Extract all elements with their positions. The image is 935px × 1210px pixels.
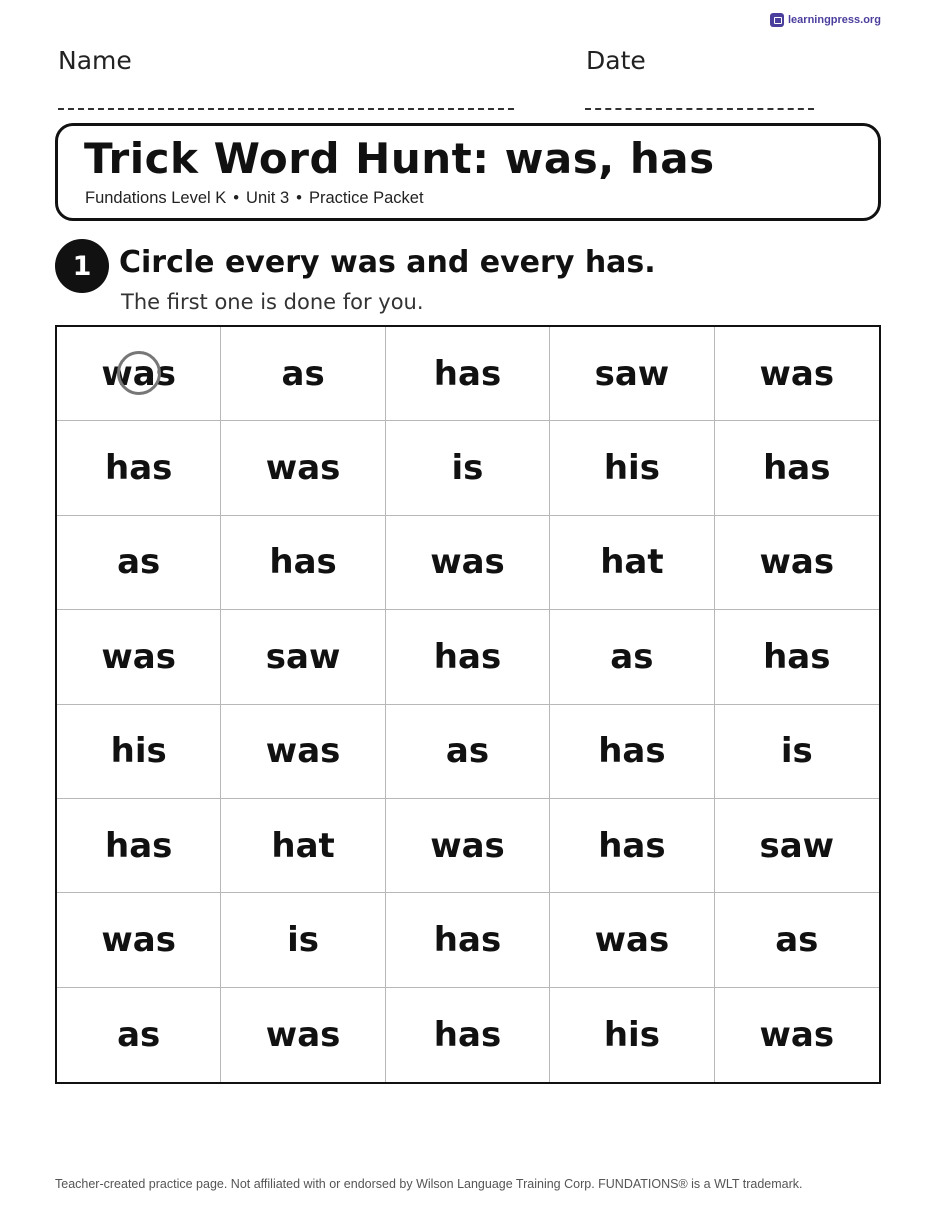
step-number-badge: 1 xyxy=(55,239,109,293)
word-cell[interactable] xyxy=(57,988,221,1082)
word-cell[interactable] xyxy=(715,327,879,421)
word-text: has xyxy=(598,731,666,772)
word-cell[interactable] xyxy=(715,516,879,610)
word-text: saw xyxy=(594,353,670,394)
word-text: is xyxy=(287,919,320,960)
word-cell[interactable] xyxy=(715,893,879,987)
word-cell[interactable] xyxy=(550,516,714,610)
footer-disclaimer: Teacher-created practice page. Not affiliated with or endorsed by Wilson Language Training Corp. FUNDATIONS® is a WLT trademark. xyxy=(55,1177,803,1191)
word-text: has xyxy=(433,636,502,677)
word-text: as xyxy=(281,353,325,394)
word-cell[interactable] xyxy=(386,799,550,893)
word-text: as xyxy=(117,542,161,583)
word-text: as xyxy=(775,919,819,960)
word-text: was xyxy=(430,825,505,866)
word-text: as xyxy=(610,636,654,677)
word-text: was xyxy=(430,542,505,583)
word-text: was xyxy=(759,542,835,583)
example-circle-mark xyxy=(117,351,161,395)
word-cell[interactable] xyxy=(57,610,221,704)
word-text: was xyxy=(101,353,176,394)
word-text: was xyxy=(265,448,341,489)
word-cell[interactable] xyxy=(386,705,550,799)
instruction-text: Circle every was and every has. xyxy=(119,245,656,280)
word-text: was xyxy=(265,1014,341,1055)
word-text: has xyxy=(433,353,502,394)
word-cell[interactable] xyxy=(221,799,385,893)
word-text: hat xyxy=(271,825,335,866)
page-subtitle xyxy=(85,189,424,208)
book-icon xyxy=(770,13,784,27)
word-cell[interactable] xyxy=(550,893,714,987)
word-cell[interactable] xyxy=(57,705,221,799)
word-text: has xyxy=(269,542,337,583)
word-cell[interactable] xyxy=(221,610,385,704)
word-text: has xyxy=(598,825,666,866)
word-cell[interactable] xyxy=(550,705,714,799)
word-cell[interactable] xyxy=(550,610,714,704)
word-text: his xyxy=(603,448,660,489)
word-text: was xyxy=(759,353,835,394)
word-text: as xyxy=(445,731,490,772)
name-line xyxy=(58,108,514,110)
brand-logo xyxy=(770,13,881,27)
word-text: has xyxy=(105,448,173,489)
subtitle-unit: Unit 3 xyxy=(246,189,290,207)
word-cell[interactable] xyxy=(550,327,714,421)
word-text: hat xyxy=(600,542,664,583)
word-text: is xyxy=(451,448,484,489)
word-text: was xyxy=(265,731,341,772)
subtitle-packet: Practice Packet xyxy=(308,189,424,207)
word-cell[interactable] xyxy=(386,327,550,421)
word-cell[interactable] xyxy=(221,421,385,515)
word-cell[interactable] xyxy=(386,610,550,704)
word-text: was xyxy=(759,1014,835,1055)
word-cell[interactable] xyxy=(221,516,385,610)
name-label: Name xyxy=(58,46,132,75)
word-grid xyxy=(55,325,881,1084)
date-label: Date xyxy=(586,46,646,75)
word-cell[interactable] xyxy=(386,988,550,1082)
word-text: was xyxy=(594,919,670,960)
title-box xyxy=(55,123,881,221)
word-cell[interactable] xyxy=(221,705,385,799)
word-text: has xyxy=(763,448,831,489)
word-text: was xyxy=(101,919,176,960)
word-text: is xyxy=(780,731,813,772)
word-cell[interactable] xyxy=(715,421,879,515)
word-text: has xyxy=(433,1014,502,1055)
word-cell[interactable] xyxy=(57,421,221,515)
word-text: his xyxy=(603,1014,660,1055)
word-cell[interactable] xyxy=(221,893,385,987)
word-cell[interactable] xyxy=(57,799,221,893)
word-cell[interactable] xyxy=(221,988,385,1082)
word-cell[interactable] xyxy=(715,988,879,1082)
word-text: saw xyxy=(265,636,341,677)
subtitle-level: Fundations Level K xyxy=(85,189,227,207)
word-text: his xyxy=(110,731,167,772)
subtitle-separator: • xyxy=(296,189,302,207)
word-cell[interactable] xyxy=(550,799,714,893)
word-cell[interactable] xyxy=(57,516,221,610)
word-text: as xyxy=(117,1014,161,1055)
word-text: has xyxy=(105,825,173,866)
word-cell[interactable] xyxy=(57,893,221,987)
word-cell[interactable] xyxy=(715,610,879,704)
word-text: was xyxy=(101,636,176,677)
subtitle-separator: • xyxy=(233,189,240,207)
word-cell[interactable] xyxy=(221,327,385,421)
word-cell[interactable] xyxy=(715,799,879,893)
word-cell[interactable] xyxy=(386,421,550,515)
page-title: Trick Word Hunt: was, has xyxy=(84,134,715,183)
word-text: has xyxy=(763,636,831,677)
brand-text: learningpress.org xyxy=(788,14,881,26)
sub-instruction-text: The first one is done for you. xyxy=(121,290,424,314)
word-cell[interactable] xyxy=(386,893,550,987)
word-cell[interactable] xyxy=(386,516,550,610)
word-cell[interactable] xyxy=(550,988,714,1082)
word-cell[interactable] xyxy=(715,705,879,799)
word-cell[interactable] xyxy=(57,327,221,421)
date-line xyxy=(585,108,814,110)
word-text: saw xyxy=(759,825,835,866)
word-cell[interactable] xyxy=(550,421,714,515)
word-text: has xyxy=(433,919,502,960)
